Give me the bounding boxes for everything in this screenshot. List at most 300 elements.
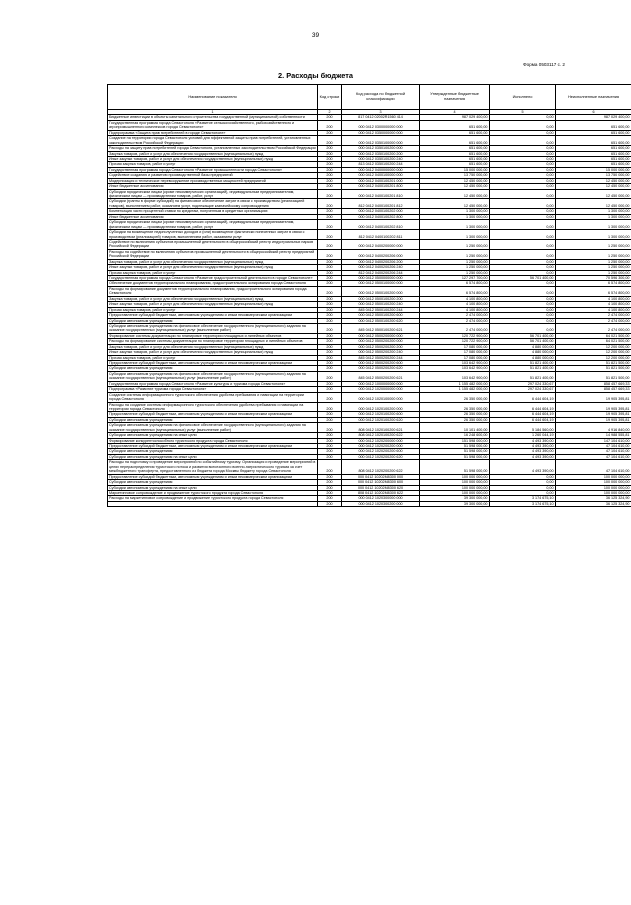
cell-budget-code: 000 0412 0400000000 000 — [342, 167, 420, 172]
cell-budget-code: 000 0412 0400100202 000 — [342, 209, 420, 214]
cell-unexecuted: 19 905 395,81 — [556, 412, 631, 417]
cell-unexecuted: 6 574 800,00 — [556, 286, 631, 296]
cell-approved: 39 300 000,00 — [420, 496, 490, 501]
cell-executed: 0,00 — [490, 270, 556, 275]
cell-unexecuted: 12 450 000,00 — [556, 184, 631, 189]
cell-name: Субсидии автономным учреждениям на финансовое обеспечение государственного (муниципального) задания на оказание государственных (муниципальных) услуг (выполнение работ) — [108, 323, 318, 333]
cell-unexecuted: 651 600,00 — [556, 120, 631, 130]
cell-approved: 39 300 000,00 — [420, 501, 490, 506]
table-row — [108, 189, 631, 199]
cell-name: Иные бюджетные ассигнования — [108, 214, 318, 219]
cell-budget-code: 000 0412 0350100000 000 — [342, 136, 420, 146]
cell-line-code: 200 — [318, 371, 342, 381]
cell-budget-code: 000 0412 1020300000 000 — [342, 496, 420, 501]
cell-unexecuted: 651 600,00 — [556, 162, 631, 167]
table-row — [108, 120, 631, 130]
cell-budget-code: 000 0412 1020300200 000 — [342, 501, 420, 506]
table-row — [108, 323, 631, 333]
cell-approved: 651 600,00 — [420, 156, 490, 161]
cell-approved: 2 474 000,00 — [420, 323, 490, 333]
cell-name: Прочая закупка товаров, работ и услуг — [108, 355, 318, 360]
table-row — [108, 249, 631, 259]
cell-budget-code: 000 0412 0500200000 000 — [342, 333, 420, 338]
cell-unexecuted: 147 104 610,00 — [556, 438, 631, 443]
table-row — [108, 130, 631, 135]
cell-line-code: 200 — [318, 501, 342, 506]
cell-budget-code: 845 0412 0500100200 244 — [342, 307, 420, 312]
table-row — [108, 371, 631, 381]
cell-unexecuted: 2 474 000,00 — [556, 318, 631, 323]
cell-unexecuted: 12 450 000,00 — [556, 189, 631, 199]
page-number: 39 — [311, 32, 320, 39]
cell-budget-code: 000 0412 10202M8300 600 — [342, 480, 420, 485]
cell-name: Субсидии автономным учреждениям — [108, 480, 318, 485]
cell-approved: 103 642 900,00 — [420, 361, 490, 366]
cell-unexecuted: 4 100 800,00 — [556, 307, 631, 312]
cell-executed: 51 821 400,00 — [490, 371, 556, 381]
cell-executed: 0,00 — [490, 120, 556, 130]
cell-budget-code: 813 0412 0350100200 244 — [342, 162, 420, 167]
table-row — [108, 444, 631, 449]
cell-budget-code: 808 0412 1020200200 622 — [342, 460, 420, 474]
cell-unexecuted: 651 600,00 — [556, 146, 631, 151]
col-number: 4 — [420, 110, 490, 115]
cell-line-code: 200 — [318, 286, 342, 296]
cell-line-code: 200 — [318, 318, 342, 323]
cell-budget-code: 000 0412 0350100200 240 — [342, 156, 420, 161]
cell-name: Расходы на маркетинговое сопровождение и продвижение туристского продукта города Севастополя — [108, 496, 318, 501]
cell-unexecuted: 51 821 500,00 — [556, 366, 631, 371]
cell-unexecuted: 4 916 840,00 — [556, 423, 631, 433]
cell-approved: 100 000 000,00 — [420, 480, 490, 485]
cell-name: Иные закупки товаров, работ и услуг для обеспечения государственных (муниципальных) нужд — [108, 156, 318, 161]
cell-name: Маркетинговое сопровождение и продвижение туристского продукта города Севастополя — [108, 490, 318, 495]
table-row — [108, 423, 631, 433]
cell-name: Закупка товаров, работ и услуг для обеспечения государственных (муниципальных) нужд — [108, 259, 318, 264]
cell-budget-code: 000 0412 0500100200 240 — [342, 302, 420, 307]
cell-budget-code: 000 0412 1020100200 000 — [342, 402, 420, 412]
cell-approved: 103 642 900,00 — [420, 366, 490, 371]
cell-line-code: 200 — [318, 474, 342, 479]
cell-executed: 6 444 604,19 — [490, 402, 556, 412]
cell-approved: 1 250 000,00 — [420, 249, 490, 259]
cell-budget-code: 000 0412 0500200200 200 — [342, 344, 420, 349]
cell-executed: 0,00 — [490, 265, 556, 270]
cell-budget-code: 845 0412 0500200200 244 — [342, 355, 420, 360]
cell-name: Формирование системы документации по планировке территории площадных и линейных объектов — [108, 333, 318, 338]
cell-line-code: 200 — [318, 480, 342, 485]
cell-line-code: 200 — [318, 454, 342, 459]
cell-approved: 51 598 000,00 — [420, 449, 490, 454]
cell-unexecuted: 651 600,00 — [556, 130, 631, 135]
cell-approved: 103 642 900,00 — [420, 371, 490, 381]
header-row — [108, 85, 631, 110]
cell-executed: 0,00 — [490, 146, 556, 151]
cell-name: Субсидии автономным учреждениям на финансовое обеспечение государственного (муниципального) задания на оказание государственных (муниципальных) услуг (выполнение работ) — [108, 371, 318, 381]
col-number: 3 — [342, 110, 420, 115]
col-header-line-code: Код строки — [318, 85, 342, 110]
cell-name: Предоставление субсидий бюджетным, автономным учреждениям и иным некоммерческим организациям — [108, 474, 318, 479]
cell-executed: 0,00 — [490, 130, 556, 135]
cell-name: Предоставление субсидий бюджетным, автономным учреждениям и иным некоммерческим организациям — [108, 444, 318, 449]
cell-budget-code: 808 0412 1020100200 621 — [342, 423, 420, 433]
cell-budget-code: 000 0412 0400200206 000 — [342, 249, 420, 259]
cell-unexecuted: 47 104 610,00 — [556, 449, 631, 454]
cell-executed: 56 701 400,00 — [490, 333, 556, 338]
table-row — [108, 381, 631, 386]
cell-name: Государственная программа города Севастополя «Развитие культуры и туризма города Севастополя» — [108, 381, 318, 386]
table-row — [108, 286, 631, 296]
cell-approved: 120 722 900,00 — [420, 333, 490, 338]
cell-unexecuted: 1 250 000,00 — [556, 259, 631, 264]
table-row — [108, 402, 631, 412]
cell-name: Создание на территории города Севастополя условий для эффективной защиты прав потребителей, установленных законодательством Российской Федерации — [108, 136, 318, 146]
cell-executed: 51 821 400,00 — [490, 366, 556, 371]
table-row — [108, 167, 631, 172]
cell-name: Иные закупки товаров, работ и услуг для обеспечения государственных (муниципальных) нужд — [108, 350, 318, 355]
cell-line-code: 200 — [318, 156, 342, 161]
cell-line-code: 200 — [318, 344, 342, 349]
cell-unexecuted: 100 000 000,00 — [556, 485, 631, 490]
col-number: 5 — [490, 110, 556, 115]
cell-executed: 0,00 — [490, 474, 556, 479]
cell-unexecuted: 100 000 000,00 — [556, 474, 631, 479]
cell-name: Субсидии автономным учреждениям на иные цели — [108, 433, 318, 438]
cell-name: Содействие по включению субъектов промышленной деятельности в общероссийский реестр индустриальных парков Российской Федерации — [108, 239, 318, 249]
cell-budget-code: 000 0412 1020100200 620 — [342, 417, 420, 422]
table-row — [108, 490, 631, 495]
cell-name: Иные закупки товаров, работ и услуг для обеспечения государственных (муниципальных) нужд — [108, 302, 318, 307]
cell-approved: 651 600,00 — [420, 130, 490, 135]
cell-unexecuted: 13 750 000,00 — [556, 173, 631, 178]
cell-executed: 4 880 000,00 — [490, 350, 556, 355]
cell-executed: 4 493 390,00 — [490, 438, 556, 443]
cell-line-code: 200 — [318, 402, 342, 412]
cell-budget-code: 000 0412 0400100202 800 — [342, 214, 420, 219]
cell-approved: 1 300 000,00 — [420, 230, 490, 240]
cell-budget-code: 000 0412 0400100202 810 — [342, 220, 420, 230]
cell-unexecuted: 651 600,00 — [556, 156, 631, 161]
cell-name: Закупка товаров, работ и услуг для обеспечения государственных (муниципальных) нужд — [108, 151, 318, 156]
cell-executed: 0,00 — [490, 151, 556, 156]
table-row — [108, 361, 631, 366]
cell-line-code: 200 — [318, 313, 342, 318]
cell-approved: 26 350 000,00 — [420, 412, 490, 417]
table-row — [108, 496, 631, 501]
cell-line-code: 200 — [318, 490, 342, 495]
cell-executed: 4 493 390,00 — [490, 460, 556, 474]
table-body — [108, 115, 631, 507]
table-row — [108, 333, 631, 338]
cell-approved: 1 300 000,00 — [420, 220, 490, 230]
cell-approved: 26 350 000,00 — [420, 392, 490, 402]
cell-executed: 6 444 604,19 — [490, 417, 556, 422]
cell-budget-code: 000 0412 0400100201 810 — [342, 189, 420, 199]
cell-unexecuted: 858 457 669,33 — [556, 387, 631, 392]
cell-unexecuted: 64 021 500,00 — [556, 339, 631, 344]
cell-executed: 4 880 000,00 — [490, 355, 556, 360]
cell-budget-code: 000 0412 0500200200 600 — [342, 361, 420, 366]
cell-name — [108, 501, 318, 506]
table-row — [108, 296, 631, 301]
cell-unexecuted: 858 457 669,33 — [556, 381, 631, 386]
cell-executed: 0,00 — [490, 323, 556, 333]
cell-unexecuted: 4 100 800,00 — [556, 302, 631, 307]
cell-budget-code: 000 0412 1020100000 000 — [342, 392, 420, 402]
cell-budget-code: 845 0412 0500200200 621 — [342, 371, 420, 381]
cell-executed: 4 880 000,00 — [490, 344, 556, 349]
cell-approved: 2 474 000,00 — [420, 318, 490, 323]
cell-executed: 0,00 — [490, 184, 556, 189]
cell-line-code: 200 — [318, 339, 342, 344]
cell-unexecuted: 1 250 000,00 — [556, 270, 631, 275]
cell-unexecuted: 19 905 395,81 — [556, 417, 631, 422]
cell-budget-code: 000 0412 1020200000 000 — [342, 438, 420, 443]
cell-budget-code: 000 0412 1020200200 600 — [342, 449, 420, 454]
cell-name: Субсидии юридическим лицам (кроме некоммерческих организаций), индивидуальным предпринимателям, физическим лицам — производителям товаров, работ, услуг — [108, 189, 318, 199]
col-header-budget-code: Код расхода по бюджетной классификации — [342, 85, 420, 110]
cell-line-code: 200 — [318, 130, 342, 135]
cell-name: Обеспечение документов территориального планирования, градостроительного зонирования города Севастополя — [108, 281, 318, 286]
cell-approved: 651 600,00 — [420, 136, 490, 146]
cell-budget-code: 000 0412 1000000000 000 — [342, 381, 420, 386]
cell-name: Государственная программа города Севастополя «Развитие сельскохозяйственного, рыбохозяйственного и агропромышленного комплексов города Севастополя» — [108, 120, 318, 130]
cell-unexecuted: 4 100 800,00 — [556, 296, 631, 301]
cell-line-code: 200 — [318, 307, 342, 312]
table-row — [108, 115, 631, 120]
cell-executed: 0,00 — [490, 136, 556, 146]
cell-executed: 0,00 — [490, 167, 556, 172]
table-row — [108, 387, 631, 392]
cell-unexecuted: 1 250 000,00 — [556, 239, 631, 249]
cell-budget-code: 812 0412 0400200206 244 — [342, 270, 420, 275]
cell-name: Иные закупки товаров, работ и услуг для обеспечения государственных (муниципальных) нужд — [108, 265, 318, 270]
cell-approved: 17 080 000,00 — [420, 344, 490, 349]
cell-line-code: 200 — [318, 333, 342, 338]
cell-approved: 2 474 000,00 — [420, 313, 490, 318]
col-number: 6 — [556, 110, 631, 115]
cell-approved: 51 598 000,00 — [420, 444, 490, 449]
cell-executed: 0,00 — [490, 313, 556, 318]
col-header-approved: Утвержденные бюджетные назначения — [420, 85, 490, 110]
cell-unexecuted: 6 574 800,00 — [556, 281, 631, 286]
cell-name: Прочая закупка товаров, работ и услуг — [108, 270, 318, 275]
cell-executed: 0,00 — [490, 302, 556, 307]
cell-name: Закупка товаров, работ и услуг для обеспечения государственных (муниципальных) нужд — [108, 296, 318, 301]
table-row — [108, 173, 631, 178]
cell-executed: 56 701 400,00 — [490, 276, 556, 281]
cell-approved: 1 250 000,00 — [420, 265, 490, 270]
table-row — [108, 239, 631, 249]
cell-name: Расходы на защиту прав потребителей города Севастополя, установленных законодательством Российской Федерации — [109, 146, 316, 151]
cell-executed: 0,00 — [490, 178, 556, 183]
cell-unexecuted: 1 250 000,00 — [556, 249, 631, 259]
cell-name: Иные бюджетные ассигнования — [108, 184, 318, 189]
cell-executed: 0,00 — [490, 214, 556, 219]
table-row — [108, 392, 631, 402]
cell-budget-code: 000 0412 1020200200 620 — [342, 454, 420, 459]
cell-line-code: 200 — [318, 302, 342, 307]
cell-approved: 100 000 000,00 — [420, 474, 490, 479]
cell-name: Субсидии на возмещение недополученных доходов и (или) возмещение фактически понесенных затрат в связи с производством (реализацией) товаров, выполнением работ, оказанием услуг — [108, 230, 318, 240]
cell-line-code: 200 — [318, 265, 342, 270]
table-row — [108, 276, 631, 281]
cell-name: Субсидии автономным учреждениям на финансовое обеспечение государственного (муниципального) задания на оказание государственных (муниципальных) услуг (выполнение работ) — [108, 423, 318, 433]
cell-unexecuted: 19 905 395,81 — [556, 402, 631, 412]
cell-unexecuted: 987 029 400,00 — [556, 115, 631, 120]
cell-unexecuted: 51 821 500,00 — [556, 371, 631, 381]
cell-budget-code: 845 0412 0500100200 621 — [342, 323, 420, 333]
cell-unexecuted: 651 600,00 — [556, 136, 631, 146]
cell-executed: 0,00 — [490, 199, 556, 209]
cell-line-code: 200 — [318, 355, 342, 360]
cell-name: Субсидии автономным учреждениям на иные цели — [108, 485, 318, 490]
cell-budget-code: 808 0412 10202M8300 622 — [342, 490, 420, 495]
cell-name: Субсидии (гранты в форме субсидий) на финансовое обеспечение затрат в связи с производством (реализацией товаров), выполнением работ, оказанием услуг, подлежащие казначейскому сопровождению — [108, 199, 318, 209]
cell-name: Предоставление субсидий бюджетным, автономным учреждениям и иным некоммерческим организациям — [108, 361, 318, 366]
col-number: 1 — [108, 110, 318, 115]
cell-executed: 0,00 — [490, 239, 556, 249]
cell-line-code: 200 — [318, 350, 342, 355]
cell-line-code: 200 — [318, 249, 342, 259]
table-row — [108, 350, 631, 355]
col-header-unexecuted: Неисполненные назначения — [556, 85, 631, 110]
table-row — [108, 178, 631, 183]
cell-name: Расходы на создание системы информационного туристского обеспечения удобства пребывания и навигации на территории города Севастополя — [108, 402, 318, 412]
cell-line-code: 200 — [318, 259, 342, 264]
cell-name: Содействие созданию и развитию производственной базы предприятий — [108, 173, 318, 178]
cell-unexecuted: 1 300 000,00 — [556, 214, 631, 219]
cell-unexecuted: 36 125 324,90 — [556, 496, 631, 501]
cell-unexecuted: 1 250 000,00 — [556, 265, 631, 270]
table-row — [108, 199, 631, 209]
cell-unexecuted: 47 104 610,00 — [556, 454, 631, 459]
cell-unexecuted: 12 200 000,00 — [556, 350, 631, 355]
cell-unexecuted: 100 000 000,00 — [556, 480, 631, 485]
cell-approved: 120 722 900,00 — [420, 339, 490, 344]
cell-unexecuted: 64 021 500,00 — [556, 333, 631, 338]
table-row — [108, 259, 631, 264]
cell-executed: 0,00 — [490, 156, 556, 161]
table-row — [108, 220, 631, 230]
cell-executed: 0,00 — [490, 286, 556, 296]
cell-executed: 0,00 — [490, 307, 556, 312]
cell-approved: 1 155 482 000,00 — [420, 381, 490, 386]
cell-budget-code: 000 0412 0500200200 000 — [342, 339, 420, 344]
cell-unexecuted: 15 000 000,00 — [556, 167, 631, 172]
cell-budget-code: 000 0412 0400100201 800 — [342, 184, 420, 189]
cell-approved: 987 029 400,00 — [420, 115, 490, 120]
cell-unexecuted: 14 988 555,81 — [556, 433, 631, 438]
cell-executed: 0,00 — [490, 173, 556, 178]
cell-executed: 0,00 — [490, 281, 556, 286]
cell-line-code: 200 — [318, 433, 342, 438]
cell-name: Субсидии автономным учреждениям — [108, 366, 318, 371]
cell-name: Расходы на содействие по включению субъектов промышленной деятельности в общероссийский реестр предприятий Российской Федерации — [108, 249, 318, 259]
cell-budget-code: 812 0412 0400100201 812 — [342, 199, 420, 209]
table-row — [108, 156, 631, 161]
cell-name: Расходы на формирование документов территориального планирования, градостроительного зонирования города Севастополя — [108, 286, 318, 296]
cell-line-code: 200 — [318, 460, 342, 474]
cell-executed: 0,00 — [490, 485, 556, 490]
cell-approved: 26 350 000,00 — [420, 402, 490, 412]
cell-name: Бюджетные инвестиции в объекты капитального строительства государственной (муниципальной) собственности — [108, 115, 318, 120]
cell-line-code: 200 — [318, 392, 342, 402]
cell-name: Подпрограмма «Защита прав потребителей в городе Севастополе» — [108, 130, 318, 135]
cell-executed: 4 493 390,00 — [490, 449, 556, 454]
cell-unexecuted: 12 200 000,00 — [556, 344, 631, 349]
cell-approved: 13 750 000,00 — [420, 173, 490, 178]
cell-approved: 1 155 482 000,00 — [420, 387, 490, 392]
cell-budget-code: 808 0412 1020100200 622 — [342, 433, 420, 438]
cell-approved: 651 600,00 — [420, 120, 490, 130]
cell-line-code: 200 — [318, 162, 342, 167]
cell-budget-code: 000 0412 0300000000 000 — [342, 120, 420, 130]
cell-name: Субсидии автономным учреждениям — [108, 417, 318, 422]
cell-budget-code: 000 0412 1020200200 000 — [342, 444, 420, 449]
cell-line-code: 200 — [318, 485, 342, 490]
cell-approved: 651 600,00 — [420, 146, 490, 151]
cell-line-code: 200 — [318, 496, 342, 501]
cell-name: Государственная программа города Севастополя «Развитие градостроительной деятельности в городе Севастополе» — [108, 276, 318, 281]
cell-approved: 12 450 000,00 — [420, 199, 490, 209]
cell-budget-code: 000 0412 0400100201 000 — [342, 178, 420, 183]
cell-name: Модернизация и техническое перевооружение производственных мощностей предприятий — [108, 178, 318, 183]
cell-executed: 0,00 — [490, 115, 556, 120]
table-row — [108, 230, 631, 240]
form-label: Форма 0503117 с. 2 — [523, 62, 565, 67]
cell-name: Расходы на формирование системы документации по планировке территории площадных и линейных объектов — [108, 339, 318, 344]
cell-approved: 1 300 000,00 — [420, 209, 490, 214]
cell-line-code: 200 — [318, 412, 342, 417]
table-row — [108, 313, 631, 318]
cell-executed: 6 444 604,19 — [490, 392, 556, 402]
cell-budget-code: 000 0412 10202M8300 620 — [342, 485, 420, 490]
cell-line-code: 200 — [318, 173, 342, 178]
cell-unexecuted: 19 905 395,81 — [556, 392, 631, 402]
cell-executed: 0,00 — [490, 189, 556, 199]
cell-approved: 651 600,00 — [420, 151, 490, 156]
cell-budget-code: 000 0412 0350100200 000 — [342, 146, 420, 151]
cell-line-code: 200 — [318, 381, 342, 386]
cell-budget-code: 000 0412 0500100200 000 — [342, 286, 420, 296]
cell-unexecuted: 36 125 324,90 — [556, 501, 631, 506]
cell-budget-code: 000 0412 0500100000 000 — [342, 281, 420, 286]
cell-line-code: 200 — [318, 444, 342, 449]
col-header-executed: Исполнено — [490, 85, 556, 110]
cell-line-code: 200 — [318, 214, 342, 219]
cell-line-code: 200 — [318, 199, 342, 209]
cell-unexecuted: 51 821 500,00 — [556, 361, 631, 366]
cell-line-code: 200 — [318, 115, 342, 120]
table-row — [108, 454, 631, 459]
cell-approved: 16 248 600,00 — [420, 433, 490, 438]
cell-line-code: 200 — [318, 184, 342, 189]
table-row — [108, 438, 631, 443]
cell-approved: 100 000 000,00 — [420, 485, 490, 490]
cell-budget-code: 812 0412 0400100202 811 — [342, 230, 420, 240]
cell-line-code: 200 — [318, 120, 342, 130]
cell-name: Субсидии юридическим лицам (кроме некоммерческих организаций), индивидуальным предпринимателям, физическим лицам — производителям товаров, работ, услуг — [108, 220, 318, 230]
cell-budget-code: 000 0412 0500100200 620 — [342, 318, 420, 323]
cell-executed: 0,00 — [490, 162, 556, 167]
cell-line-code: 200 — [318, 220, 342, 230]
cell-approved: 51 598 000,00 — [420, 460, 490, 474]
table-row — [108, 151, 631, 156]
cell-budget-code: 000 0412 10202M8300 000 — [342, 474, 420, 479]
cell-executed: 297 024 330,67 — [490, 387, 556, 392]
cell-approved: 1 300 000,00 — [420, 214, 490, 219]
